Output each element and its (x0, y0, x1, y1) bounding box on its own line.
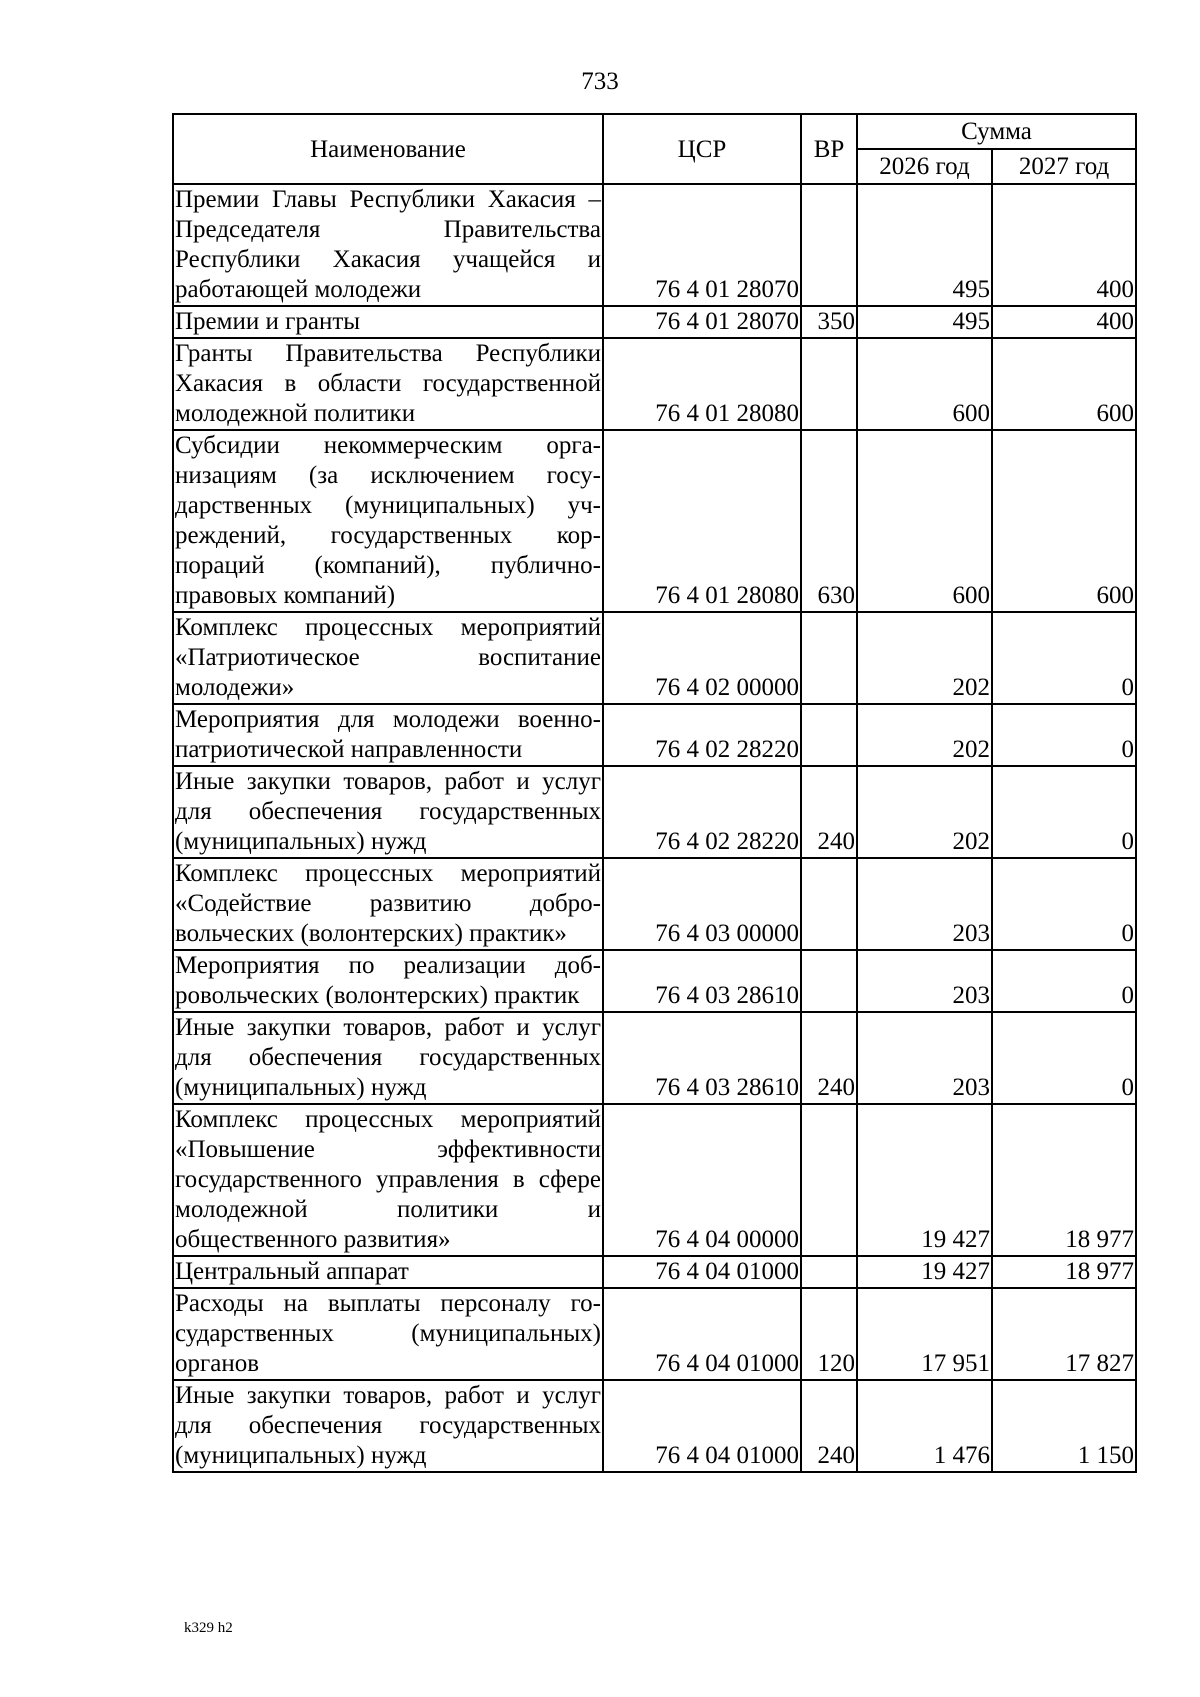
table-row (173, 430, 1136, 612)
row-csr: 76 4 02 28220 (603, 704, 801, 766)
row-vr (801, 858, 857, 950)
row-vr: 240 (801, 766, 857, 858)
row-amount-2026: 600 (857, 430, 992, 612)
row-amount-2027: 18 977 (992, 1256, 1136, 1288)
row-amount-2026: 202 (857, 766, 992, 858)
table-row (173, 858, 1136, 950)
table-row (173, 338, 1136, 430)
row-amount-2027: 18 977 (992, 1104, 1136, 1256)
row-vr (801, 950, 857, 1012)
row-amount-2027: 400 (992, 184, 1136, 306)
table-row (173, 1104, 1136, 1256)
header-year-2027: 2027 год (992, 149, 1136, 184)
header-name: Наименование (173, 114, 603, 184)
row-name: Иные закупки товаров, работ и услуг для обеспечения государственных (муниципальных) нужд (173, 766, 603, 858)
row-csr: 76 4 04 01000 (603, 1380, 801, 1472)
row-amount-2027: 17 827 (992, 1288, 1136, 1380)
row-name: Премии и гранты (173, 306, 603, 338)
row-csr: 76 4 04 01000 (603, 1256, 801, 1288)
row-amount-2026: 1 476 (857, 1380, 992, 1472)
row-amount-2027: 400 (992, 306, 1136, 338)
row-amount-2026: 202 (857, 612, 992, 704)
row-amount-2026: 17 951 (857, 1288, 992, 1380)
row-amount-2026: 600 (857, 338, 992, 430)
row-vr: 120 (801, 1288, 857, 1380)
table-row (173, 1256, 1136, 1288)
row-csr: 76 4 01 28080 (603, 338, 801, 430)
header-csr: ЦСР (603, 114, 801, 184)
row-amount-2027: 600 (992, 430, 1136, 612)
row-vr: 350 (801, 306, 857, 338)
header-sum: Сумма (857, 114, 1136, 149)
row-name: Комплекс процессных мероприятий «Повышение эффективности государственного управления в сфере молодежной политики и общественного развития» (173, 1104, 603, 1256)
row-vr (801, 704, 857, 766)
row-amount-2026: 202 (857, 704, 992, 766)
row-amount-2026: 19 427 (857, 1104, 992, 1256)
row-vr (801, 1104, 857, 1256)
table-row (173, 612, 1136, 704)
row-csr: 76 4 02 28220 (603, 766, 801, 858)
row-name: Расходы на выплаты персоналу государственных (муниципальных) органов (173, 1288, 603, 1380)
row-csr: 76 4 02 00000 (603, 612, 801, 704)
row-amount-2027: 0 (992, 612, 1136, 704)
table-row (173, 1288, 1136, 1380)
row-name: Иные закупки товаров, работ и услуг для обеспечения государственных (муниципальных) нужд (173, 1380, 603, 1472)
row-amount-2026: 203 (857, 950, 992, 1012)
row-amount-2027: 600 (992, 338, 1136, 430)
budget-table (172, 113, 1137, 1473)
row-name: Центральный аппарат (173, 1256, 603, 1288)
row-csr: 76 4 03 28610 (603, 950, 801, 1012)
table-row (173, 1380, 1136, 1472)
row-name: Субсидии некоммерческим организациям (за исключением государственных (муниципальных) учреждений, государственных корпораций (компаний), публично-правовых компаний) (173, 430, 603, 612)
row-csr: 76 4 03 00000 (603, 858, 801, 950)
footer-code: k329 h2 (184, 1620, 233, 1636)
row-vr (801, 184, 857, 306)
header-vr: ВР (801, 114, 857, 184)
table-row (173, 704, 1136, 766)
table-row (173, 1012, 1136, 1104)
table-row (173, 766, 1136, 858)
table-row (173, 950, 1136, 1012)
row-amount-2027: 0 (992, 950, 1136, 1012)
row-vr (801, 612, 857, 704)
row-vr: 240 (801, 1380, 857, 1472)
header-year-2026: 2026 год (857, 149, 992, 184)
row-csr: 76 4 01 28080 (603, 430, 801, 612)
table-body (173, 184, 1136, 1472)
row-csr: 76 4 01 28070 (603, 306, 801, 338)
table-header (173, 114, 1136, 184)
row-name: Гранты Правительства Республики Хакасия в области государственной молодежной политики (173, 338, 603, 430)
row-vr (801, 1256, 857, 1288)
row-amount-2027: 0 (992, 766, 1136, 858)
row-csr: 76 4 01 28070 (603, 184, 801, 306)
row-vr (801, 338, 857, 430)
row-amount-2027: 0 (992, 1012, 1136, 1104)
row-name: Комплекс процессных мероприятий «Содействие развитию добровольческих (волонтерских) практик» (173, 858, 603, 950)
row-name: Мероприятия по реализации добровольческих (волонтерских) практик (173, 950, 603, 1012)
row-amount-2026: 19 427 (857, 1256, 992, 1288)
row-amount-2026: 203 (857, 1012, 992, 1104)
row-amount-2026: 495 (857, 184, 992, 306)
row-csr: 76 4 04 00000 (603, 1104, 801, 1256)
row-vr: 630 (801, 430, 857, 612)
table-row (173, 184, 1136, 306)
row-vr: 240 (801, 1012, 857, 1104)
row-amount-2027: 0 (992, 704, 1136, 766)
page-number: 733 (581, 68, 619, 95)
table-row (173, 306, 1136, 338)
row-csr: 76 4 03 28610 (603, 1012, 801, 1104)
row-amount-2026: 203 (857, 858, 992, 950)
row-csr: 76 4 04 01000 (603, 1288, 801, 1380)
row-amount-2027: 0 (992, 858, 1136, 950)
row-name: Мероприятия для молодежи военно-патриотической направленности (173, 704, 603, 766)
row-amount-2026: 495 (857, 306, 992, 338)
row-name: Иные закупки товаров, работ и услуг для обеспечения государственных (муниципальных) нужд (173, 1012, 603, 1104)
row-name: Комплекс процессных мероприятий «Патриотическое воспитание молодежи» (173, 612, 603, 704)
row-amount-2027: 1 150 (992, 1380, 1136, 1472)
row-name: Премии Главы Республики Хакасия – Председателя Правительства Республики Хакасия учащейся и работающей молодежи (173, 184, 603, 306)
